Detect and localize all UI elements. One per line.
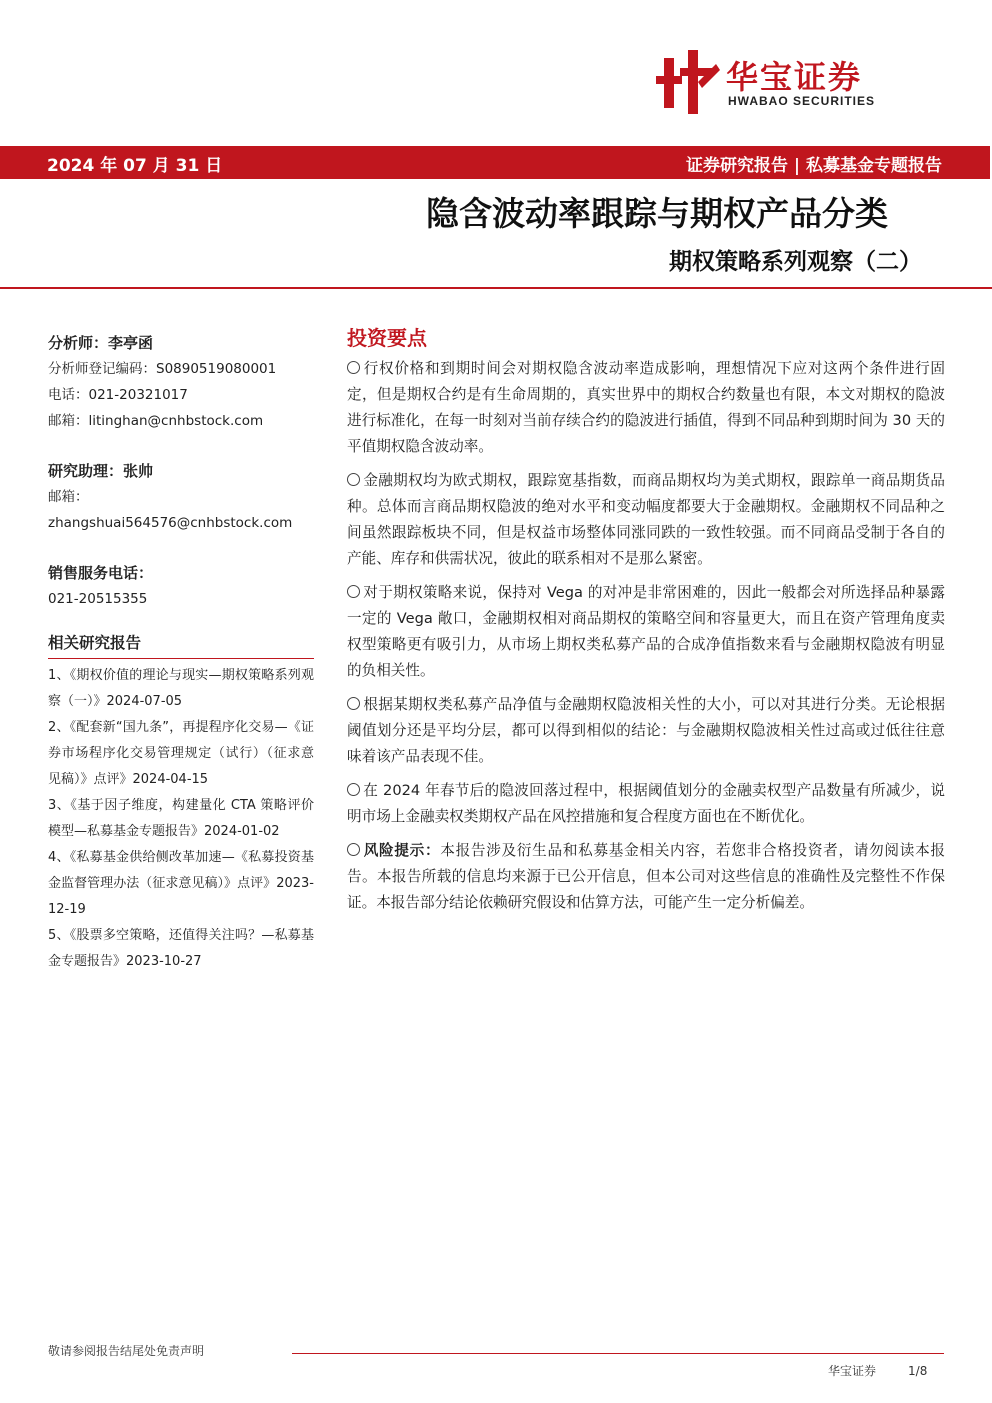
sidebar: [48, 330, 314, 975]
analyst-name: 分析师：李亭函: [48, 334, 154, 352]
header-bar: [0, 146, 990, 179]
assistant-email: zhangshuai564576@cnhbstock.com: [48, 515, 293, 531]
report-category: 证券研究报告 | 私募基金专题报告: [685, 156, 942, 176]
highlight-paragraph: 对于期权策略来说，保持对 Vega 的对冲是非常困难的，因此一般都会对所选择品种暴露一定的 Vega 敞口，金融期权相对商品期权的策略空间和容量更大，而且在资产管理角度卖权型策略更有吸引力，从市场上期权类私募产品的合成净值指数来看与金融期权隐波有明显的负相关性。: [347, 584, 945, 679]
report-subtitle: 期权策略系列观察（二）: [669, 248, 922, 275]
risk-text: 本报告涉及衍生品和私募基金相关内容，若您非合格投资者，请勿阅读本报告。本报告所载的信息均来源于已公开信息，但本公司对这些信息的准确性及完整性不作保证。本报告部分结论依赖研究假设和估算方法，可能产生一定分析偏差。: [347, 842, 945, 911]
highlight-paragraph: 行权价格和到期时间会对期权隐含波动率造成影响，理想情况下应对这两个条件进行固定，但是期权合约是有生命周期的，真实世界中的期权合约数量也有限，本文对期权的隐波进行标准化，在每一时刻对当前存续合约的隐波进行插值，得到不同品种到期时间为 30 天的平值期权隐含波动率。: [347, 360, 945, 455]
related-reports-list: [48, 663, 314, 975]
related-report-item[interactable]: 4、《私募基金供给侧改革加速—《私募投资基金监督管理办法（征求意见稿）》点评》2023-12-19: [48, 850, 314, 917]
main-content: [347, 320, 945, 924]
bullet-circle-icon: [347, 843, 360, 856]
footer-info: [828, 1362, 927, 1379]
hwabao-logo-icon: [654, 50, 720, 116]
analyst-cert: 分析师登记编码：S0890519080001: [48, 361, 277, 377]
footer-disclaimer: 敬请参阅报告结尾处免责声明: [48, 1344, 205, 1358]
risk-label: 风险提示：: [363, 842, 441, 859]
bullet-circle-icon: [347, 585, 360, 598]
title-divider: [0, 287, 992, 289]
page-number: 1/8: [908, 1364, 928, 1378]
analyst-phone: 电话：021-20321017: [48, 387, 188, 403]
related-report-item[interactable]: 3、《基于因子维度，构建量化 CTA 策略评价模型—私募基金专题报告》2024-01-02: [48, 798, 314, 839]
related-report-item[interactable]: 5、《股票多空策略，还值得关注吗？—私募基金专题报告》2023-10-27: [48, 928, 314, 969]
logo-text-en: HWABAO SECURITIES: [728, 94, 876, 108]
analyst-email: 邮箱：litinghan@cnhbstock.com: [48, 413, 264, 429]
footer-company: 华宝证券: [828, 1364, 877, 1378]
sales-label: 销售服务电话：: [48, 564, 154, 582]
related-reports-title: 相关研究报告: [48, 628, 314, 659]
assistant-email-label: 邮箱：: [48, 489, 89, 505]
bullet-circle-icon: [347, 361, 360, 374]
highlight-paragraph: 根据某期权类私募产品净值与金融期权隐波相关性的大小，可以对其进行分类。无论根据阈值划分还是平均分层，都可以得到相似的结论：与金融期权隐波相关性过高或过低往往意味着该产品表现不佳。: [347, 696, 945, 765]
footer-divider: [292, 1353, 944, 1354]
bullet-circle-icon: [347, 783, 360, 796]
report-date: 2024 年 07 月 31 日: [47, 156, 223, 176]
sales-phone: 021-20515355: [48, 591, 148, 607]
highlight-paragraph: 金融期权均为欧式期权，跟踪宽基指数，而商品期权均为美式期权，跟踪单一商品期货品种。总体而言商品期权隐波的绝对水平和变动幅度都要大于金融期权。金融期权不同品种之间虽然跟踪板块不同，但是权益市场整体同涨同跌的一致性较强。而不同商品受制于各自的产能、库存和供需状况，彼此的联系相对不是那么紧密。: [347, 472, 945, 567]
bullet-circle-icon: [347, 473, 360, 486]
bullet-circle-icon: [347, 697, 360, 710]
related-report-item[interactable]: 1、《期权价值的理论与现实—期权策略系列观察（一）》2024-07-05: [48, 668, 314, 709]
report-title: 隐含波动率跟踪与期权产品分类: [426, 194, 888, 233]
related-report-item[interactable]: 2、《配套新“国九条”，再提程序化交易—《证券市场程序化交易管理规定（试行）（征求意见稿）》点评》2024-04-15: [48, 720, 314, 787]
investment-highlights-heading: 投资要点: [347, 326, 427, 350]
highlight-paragraph: 在 2024 年春节后的隐波回落过程中，根据阈值划分的金融卖权型产品数量有所减少，说明市场上金融卖权类期权产品在风控措施和复合程度方面也在不断优化。: [347, 782, 945, 825]
risk-warning: [347, 838, 945, 916]
assistant-name: 研究助理：张帅: [48, 462, 154, 480]
company-logo: [654, 50, 944, 116]
logo-text-cn: 华宝证券: [726, 58, 863, 96]
